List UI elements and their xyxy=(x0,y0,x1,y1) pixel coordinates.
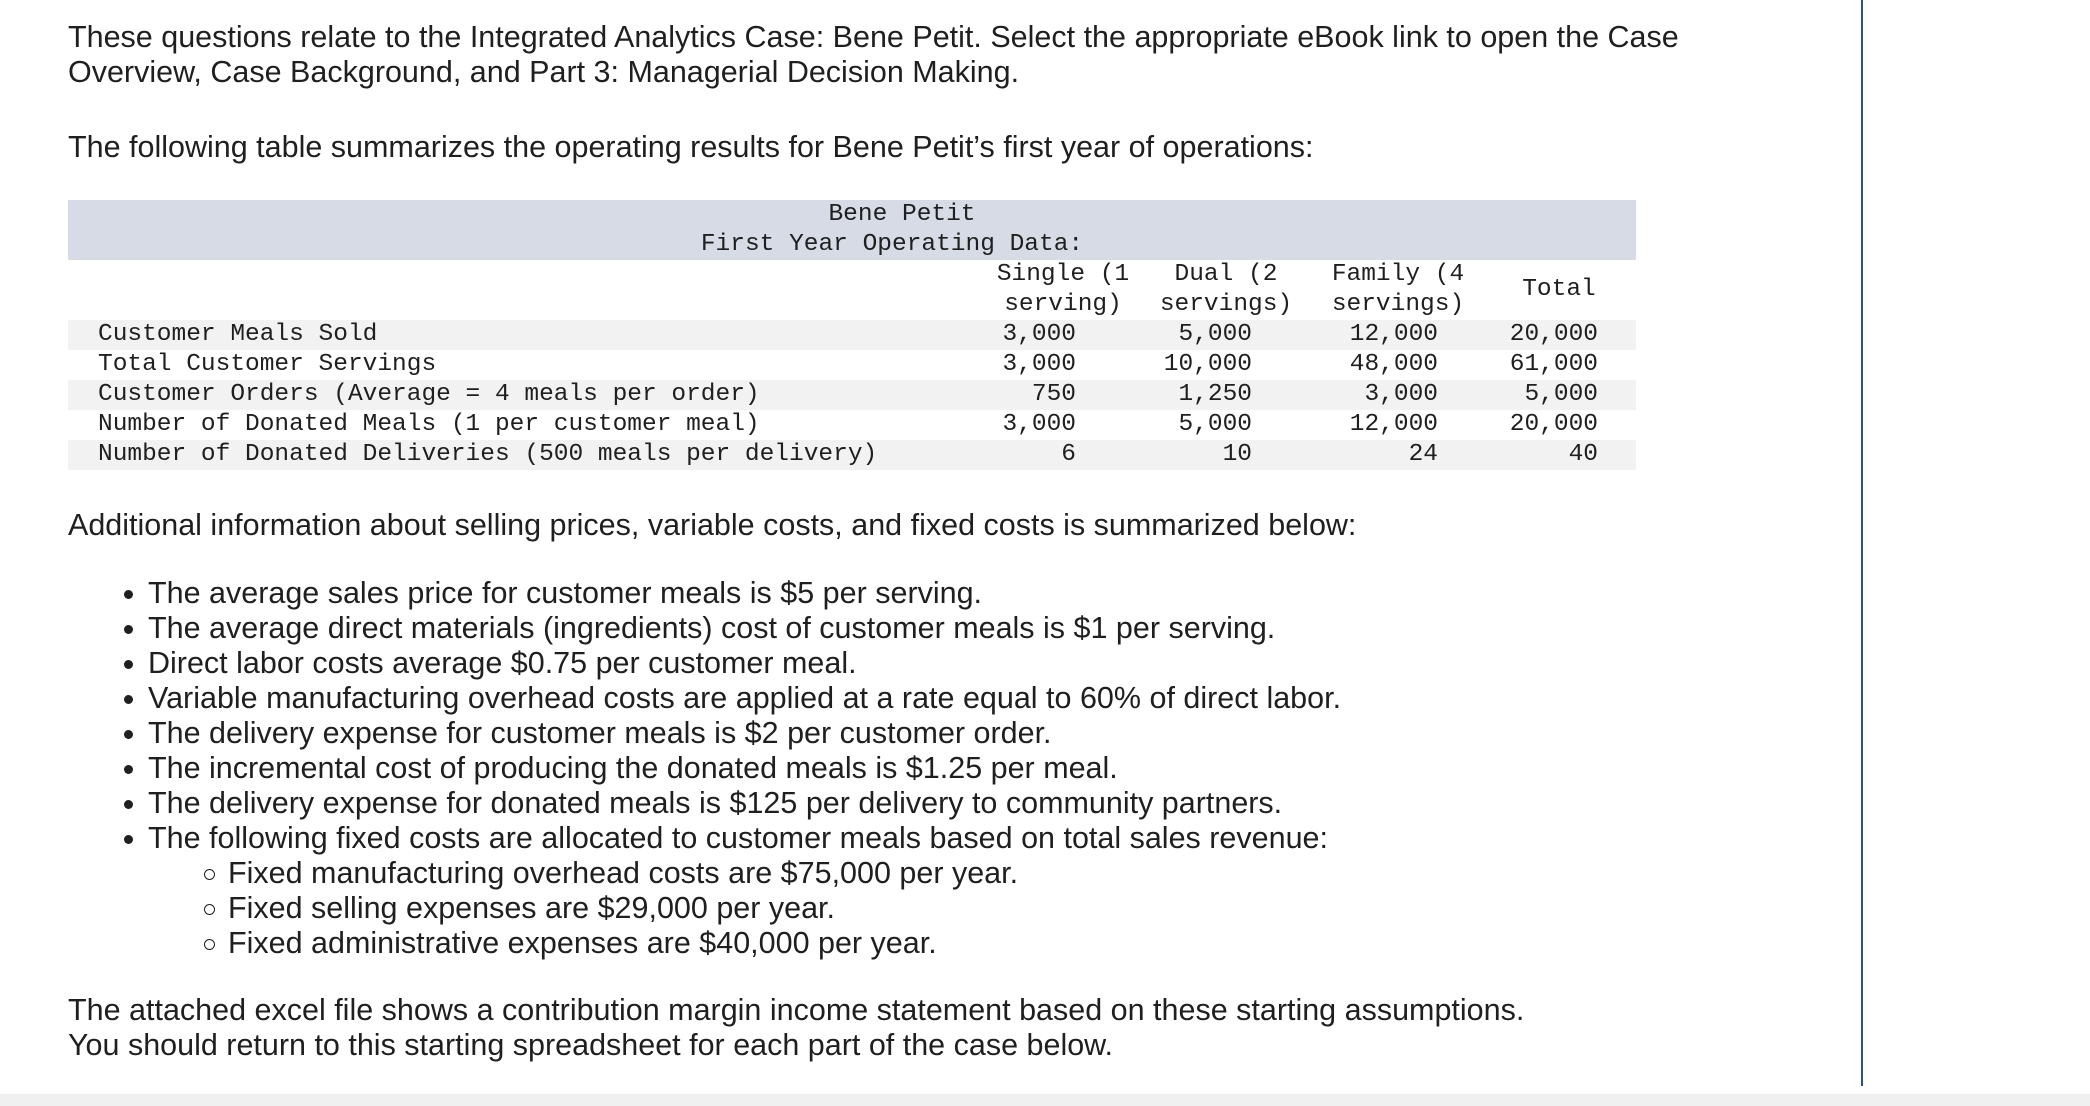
bottom-bar xyxy=(0,1094,2090,1106)
question-content xyxy=(68,20,1768,1063)
operating-data-table xyxy=(68,200,1636,470)
column-header-row xyxy=(68,260,1636,320)
sub-list-item: Fixed administrative expenses are $40,000 per year. xyxy=(228,926,1768,961)
list-item: The delivery expense for customer meals is $2 per customer order. xyxy=(148,716,1768,751)
table-title: Bene Petit xyxy=(68,200,1636,230)
cell-single: 3,000 xyxy=(988,410,1138,440)
table-row xyxy=(68,440,1636,470)
sub-list-item: Fixed selling expenses are $29,000 per year. xyxy=(228,891,1768,926)
additional-info-paragraph: Additional information about selling prices, variable costs, and fixed costs is summarized below: xyxy=(68,508,1357,542)
table-subtitle-row xyxy=(68,230,1636,260)
table-row xyxy=(68,410,1636,440)
col-header-total: Total xyxy=(1482,260,1636,320)
row-label: Customer Orders (Average = 4 meals per order) xyxy=(68,380,988,410)
list-item: The delivery expense for donated meals is $125 per delivery to community partners. xyxy=(148,786,1768,821)
cell-dual: 5,000 xyxy=(1138,410,1314,440)
cell-single: 750 xyxy=(988,380,1138,410)
cell-family: 24 xyxy=(1314,440,1482,470)
outro-line: The attached excel file shows a contribution margin income statement based on these starting assumptions. xyxy=(68,993,1525,1027)
cell-total: 20,000 xyxy=(1482,320,1636,350)
panel-divider xyxy=(1861,0,1863,1086)
list-item: The incremental cost of producing the donated meals is $1.25 per meal. xyxy=(148,751,1768,786)
table-row xyxy=(68,380,1636,410)
list-item: Variable manufacturing overhead costs are applied at a rate equal to 60% of direct labor. xyxy=(148,681,1768,716)
cell-dual: 10 xyxy=(1138,440,1314,470)
table-subtitle: First Year Operating Data: xyxy=(68,230,1636,260)
table-row xyxy=(68,350,1636,380)
list-item: Direct labor costs average $0.75 per customer meal. xyxy=(148,646,1768,681)
cell-family: 48,000 xyxy=(1314,350,1482,380)
outro-paragraph xyxy=(68,993,1768,1063)
col-header-family: Family (4 servings) xyxy=(1314,260,1482,320)
table-title-row xyxy=(68,200,1636,230)
list-item: The average direct materials (ingredients) cost of customer meals is $1 per serving. xyxy=(148,611,1768,646)
cell-dual: 1,250 xyxy=(1138,380,1314,410)
row-label: Number of Donated Meals (1 per customer meal) xyxy=(68,410,988,440)
row-label: Total Customer Servings xyxy=(68,350,988,380)
cell-single: 3,000 xyxy=(988,320,1138,350)
list-item-fixed-costs xyxy=(148,821,1768,961)
row-label: Number of Donated Deliveries (500 meals per delivery) xyxy=(68,440,988,470)
cell-dual: 5,000 xyxy=(1138,320,1314,350)
sub-list-item: Fixed manufacturing overhead costs are $75,000 per year. xyxy=(228,856,1768,891)
assumption-list xyxy=(68,576,1768,961)
cell-family: 12,000 xyxy=(1314,410,1482,440)
cell-dual: 10,000 xyxy=(1138,350,1314,380)
intro-paragraph: These questions relate to the Integrated Analytics Case: Bene Petit. Select the appropriate eBook link to open the Case Overview, Case Background, and Part 3: Managerial Decision Making. xyxy=(68,20,1679,89)
cell-family: 3,000 xyxy=(1314,380,1482,410)
cell-total: 20,000 xyxy=(1482,410,1636,440)
table-row xyxy=(68,320,1636,350)
outro-line: You should return to this starting spreadsheet for each part of the case below. xyxy=(68,1028,1113,1062)
cell-total: 40 xyxy=(1482,440,1636,470)
row-label: Customer Meals Sold xyxy=(68,320,988,350)
fixed-cost-list xyxy=(148,856,1768,961)
col-header-dual: Dual (2 servings) xyxy=(1138,260,1314,320)
cell-single: 3,000 xyxy=(988,350,1138,380)
list-item: The average sales price for customer meals is $5 per serving. xyxy=(148,576,1768,611)
table-lead-paragraph: The following table summarizes the operating results for Bene Petit’s first year of operations: xyxy=(68,130,1314,164)
cell-total: 5,000 xyxy=(1482,380,1636,410)
list-item-text: The following fixed costs are allocated to customer meals based on total sales revenue: xyxy=(148,821,1328,855)
cell-total: 61,000 xyxy=(1482,350,1636,380)
cell-single: 6 xyxy=(988,440,1138,470)
cell-family: 12,000 xyxy=(1314,320,1482,350)
col-header-single: Single (1 serving) xyxy=(988,260,1138,320)
